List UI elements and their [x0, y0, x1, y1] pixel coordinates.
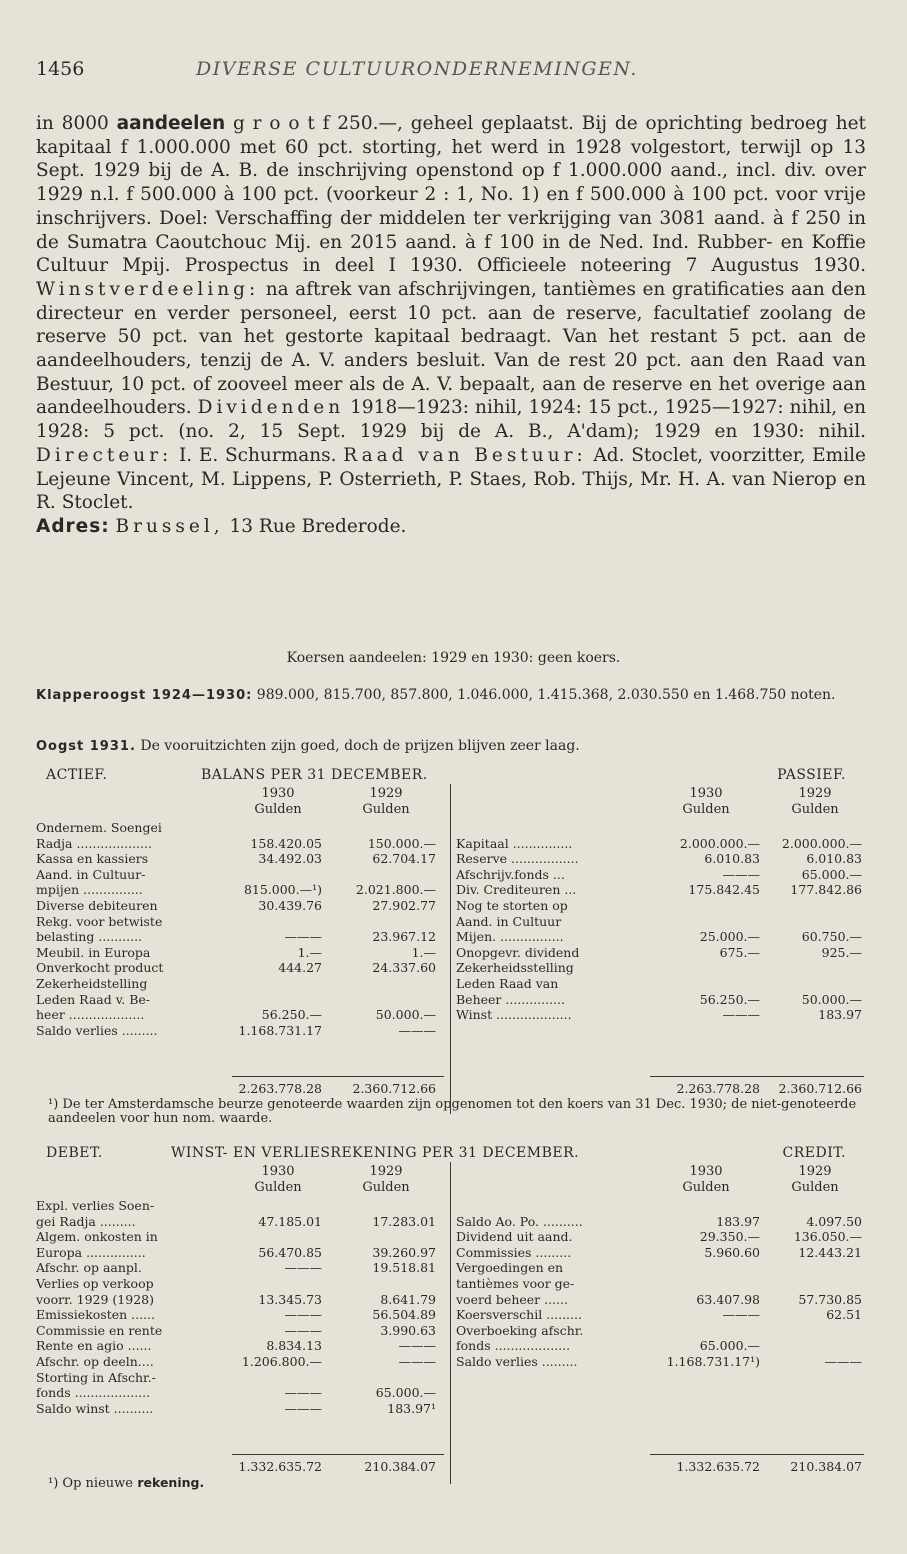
winst-title-row — [36, 1146, 866, 1164]
page-header — [36, 58, 867, 88]
row-value-1929: 65.000.— — [801, 866, 862, 882]
row-label: Kassa en kassiers — [36, 851, 149, 867]
row-value-1930: ——— — [722, 866, 760, 882]
text-run: g r o o t f 250.—, geheel geplaatst. Bij de oprichting bedroeg het kapitaal f 1.000.000 met 60 pct. storting, het werd in 1928 volgestort, terwijl op 13 Sept. 1929 bij de A. B. de inschrijving openstond op f 1.000.000 aand., incl. div. over 1929 n.l. f 500.000 à 100 pct. (voorkeur 2 : 1, No. 1) en f 500.000 à 100 pct. voor vrije inschrijvers. Doel: Verschaffing der middelen ter verkrijging van 3081 aand. à f 250 in de Sumatra Caoutchouc Mij. en 2015 aand. à f 100 in de Ned. Ind. Rubber- en Koffie Cultuur Mpij. Prospectus in deel I 1930. Officieele noteering 7 Augustus 1930. — [36, 113, 866, 277]
row-label: Onopgevr. dividend — [456, 944, 580, 960]
text-run: 1918—1923: nihil, 1924: 15 pct., 1925—1927: nihil, en 1928: 5 pct. (no. 2, 15 Sept. 1929 bij de A. B., A'dam); 1929 en 1930: nihil. — [36, 397, 866, 443]
year-header: 1929 — [369, 1164, 403, 1179]
row-value-1929: ——— — [398, 1353, 436, 1369]
actief-1929-values — [336, 820, 436, 1038]
address-label: Adres: — [36, 515, 110, 537]
unit-header: Gulden — [362, 1180, 410, 1195]
row-value-1929 — [336, 914, 436, 930]
credit-labels — [456, 1198, 656, 1370]
row-value-1930 — [234, 1229, 322, 1245]
total-value: 2.360.712.66 — [778, 1081, 862, 1096]
total-rule — [650, 1076, 864, 1077]
row-label: fonds ................... — [456, 1338, 571, 1354]
row-value-1930: 56.470.85 — [258, 1244, 322, 1260]
total-value: 210.384.07 — [790, 1459, 862, 1474]
balance-sheet — [36, 768, 866, 1138]
row-value-1929: 4.097.50 — [806, 1213, 862, 1229]
row-value-1930: 63.407.98 — [696, 1291, 760, 1307]
row-label: tantièmes voor ge- — [456, 1275, 575, 1291]
row-label: Algem. onkosten in — [36, 1229, 158, 1245]
row-label: Nog te storten op — [456, 897, 568, 913]
row-label: Expl. verlies Soen- — [36, 1198, 155, 1213]
row-value-1930: 183.97 — [716, 1213, 760, 1229]
row-value-1929: 50.000.— — [375, 1007, 436, 1023]
row-label: Saldo winst .......... — [36, 1400, 154, 1416]
balance-title-row — [36, 768, 866, 786]
row-value-1929 — [768, 1276, 862, 1292]
klapperoogst-line — [36, 687, 866, 704]
balance-title: BALANS PER 31 DECEMBER. — [201, 767, 428, 783]
row-label: Ondernem. Soengei — [36, 820, 162, 835]
year-header: 1929 — [369, 786, 403, 801]
row-value-1929: 2.000.000.— — [781, 835, 862, 851]
row-label: Afschrijv.fonds ... — [456, 866, 565, 882]
row-label: Europa ............... — [36, 1244, 146, 1260]
row-value-1930 — [234, 976, 322, 992]
row-value-1929: 1.— — [411, 944, 436, 960]
row-value-1929: 19.518.81 — [372, 1260, 436, 1276]
row-value-1929: 3.990.63 — [380, 1322, 436, 1338]
year-header: 1930 — [689, 1164, 723, 1179]
row-value-1930 — [652, 1276, 760, 1292]
row-value-1929: 136.050.— — [793, 1229, 862, 1245]
row-label: voorr. 1929 (1928) — [36, 1291, 154, 1307]
debet-1929-values — [336, 1198, 436, 1416]
row-value-1930: ——— — [284, 1385, 322, 1401]
row-label: Aand. in Cultuur- — [36, 866, 146, 882]
row-label: Overboeking afschr. — [456, 1322, 584, 1338]
total-value: 2.360.712.66 — [352, 1081, 436, 1096]
row-value-1929: ——— — [398, 1022, 436, 1038]
row-value-1930: 175.842.45 — [688, 882, 760, 898]
row-value-1929: 56.504.89 — [372, 1307, 436, 1323]
passief-1929-values — [768, 820, 862, 1023]
oogst-line — [36, 738, 866, 754]
row-value-1929 — [768, 960, 862, 976]
row-value-1930: ——— — [284, 929, 322, 945]
oogst-text: De vooruitzichten zijn goed, doch de prijzen blijven zeer laag. — [135, 738, 580, 754]
row-value-1930: 1.206.800.— — [241, 1353, 322, 1369]
row-label: Beheer ............... — [456, 991, 565, 1007]
total-rule — [650, 1454, 864, 1455]
credit-title: CREDIT. — [782, 1145, 846, 1161]
row-label: Zekerheidsstelling — [456, 960, 574, 976]
row-value-1930: 2.000.000.— — [679, 835, 760, 851]
row-value-1930 — [652, 1198, 760, 1214]
oogst-label: Oogst 1931. — [36, 739, 136, 754]
row-value-1929: 62.51 — [826, 1307, 862, 1323]
total-value: 2.263.778.28 — [676, 1081, 760, 1096]
row-value-1929: ——— — [398, 1338, 436, 1354]
row-value-1930: ——— — [284, 1400, 322, 1416]
total-rule — [232, 1076, 444, 1077]
row-value-1930: ——— — [284, 1260, 322, 1276]
row-label: Vergoedingen en — [456, 1260, 564, 1276]
balance-footnote: ¹) De ter Amsterdamsche beurze genoteerde waarden zijn opgenomen tot den koers van 31 Dec. 1930; de niet-genoteerde aandeelen voor hun nom. waarde. — [48, 1097, 857, 1126]
row-label: Winst ................... — [456, 1007, 572, 1023]
unit-header: Gulden — [254, 802, 302, 817]
row-label: Koersverschil ......... — [456, 1307, 582, 1323]
row-value-1929: 39.260.97 — [372, 1244, 436, 1260]
total-value: 2.263.778.28 — [238, 1081, 322, 1096]
row-value-1930: 1.168.731.17¹) — [666, 1353, 760, 1369]
row-value-1929: 2.021.800.— — [355, 882, 436, 898]
row-value-1930: 6.010.83 — [704, 851, 760, 867]
row-value-1930: 25.000.— — [699, 929, 760, 945]
passief-labels — [456, 820, 656, 1023]
row-value-1929: 17.283.01 — [372, 1213, 436, 1229]
row-value-1930 — [652, 914, 760, 930]
row-label: Emissiekosten ...... — [36, 1307, 156, 1323]
row-value-1930 — [234, 1276, 322, 1292]
total-rule — [232, 1454, 444, 1455]
row-value-1929: 27.902.77 — [372, 897, 436, 913]
main-paragraph — [36, 112, 866, 515]
row-value-1930: 47.185.01 — [258, 1213, 322, 1229]
row-value-1930: 5.960.60 — [704, 1244, 760, 1260]
bold-term: aandeelen — [116, 113, 226, 134]
row-label: Rente en agio ...... — [36, 1338, 152, 1354]
row-value-1929 — [768, 1260, 862, 1276]
row-label: Saldo verlies ......... — [456, 1353, 578, 1369]
row-label: Commissies ......... — [456, 1244, 572, 1260]
row-value-1929: 60.750.— — [801, 929, 862, 945]
row-label: Div. Crediteuren ... — [456, 882, 577, 898]
year-header: 1930 — [689, 786, 723, 801]
row-label: Diverse debiteuren — [36, 897, 158, 913]
passief-title: PASSIEF. — [777, 767, 846, 783]
row-value-1930 — [652, 960, 760, 976]
row-value-1929 — [768, 1323, 862, 1339]
row-label: Meubil. in Europa — [36, 944, 151, 960]
row-label: Kapitaal ............... — [456, 835, 573, 851]
row-value-1929: 23.967.12 — [372, 929, 436, 945]
row-value-1930 — [234, 867, 322, 883]
row-value-1930: ——— — [284, 1322, 322, 1338]
row-value-1930: 675.— — [719, 944, 760, 960]
klapperoogst-text: 989.000, 815.700, 857.800, 1.046.000, 1.415.368, 2.030.550 en 1.468.750 noten. — [252, 687, 836, 703]
koersen-line: Koersen aandeelen: 1929 en 1930: geen koers. — [286, 650, 621, 666]
row-value-1930: 815.000.—¹) — [243, 882, 322, 898]
actief-title: ACTIEF. — [46, 767, 108, 783]
row-label: Aand. in Cultuur — [456, 913, 562, 929]
row-value-1929 — [336, 1370, 436, 1386]
total-value: 210.384.07 — [364, 1459, 436, 1474]
row-value-1930: 56.250.— — [261, 1007, 322, 1023]
row-label: Onverkocht product — [36, 960, 164, 976]
debet-labels — [36, 1198, 232, 1416]
balance-column-headers — [36, 786, 866, 820]
row-label: Rekg. voor betwiste — [36, 913, 163, 929]
profit-loss-account — [36, 1146, 866, 1496]
row-label: Saldo Ao. Po. .......... — [456, 1213, 583, 1229]
spaced-term: Winstverdeeling: — [36, 278, 260, 300]
debet-title: DEBET. — [46, 1145, 103, 1161]
row-label: Commissie en rente — [36, 1322, 163, 1338]
spaced-term: Directeur: — [36, 444, 173, 466]
unit-header: Gulden — [682, 1180, 730, 1195]
row-value-1929: 62.704.17 — [372, 851, 436, 867]
year-header: 1930 — [261, 1164, 295, 1179]
footnote-mark: ¹) — [48, 1476, 59, 1491]
row-label: Afschr. op aanpl. — [36, 1260, 142, 1276]
unit-header: Gulden — [791, 802, 839, 817]
row-value-1930: 13.345.73 — [258, 1291, 322, 1307]
row-value-1929 — [336, 1229, 436, 1245]
row-label: heer ................... — [36, 1007, 145, 1023]
row-value-1929 — [336, 976, 436, 992]
row-value-1930 — [652, 898, 760, 914]
row-value-1929: 57.730.85 — [798, 1291, 862, 1307]
credit-1930-values — [652, 1198, 760, 1370]
row-value-1929: 177.842.86 — [790, 882, 862, 898]
row-value-1930 — [234, 992, 322, 1008]
row-value-1929 — [768, 914, 862, 930]
row-value-1929 — [336, 820, 436, 836]
row-value-1930: 8.834.13 — [266, 1338, 322, 1354]
actief-1930-values — [234, 820, 322, 1038]
row-value-1929 — [768, 1198, 862, 1214]
row-value-1930: 158.420.05 — [250, 835, 322, 851]
row-value-1929: 925.— — [821, 944, 862, 960]
row-label: Storting in Afschr.- — [36, 1369, 156, 1385]
row-label: Leden Raad v. Be- — [36, 991, 151, 1007]
row-value-1929: 12.443.21 — [798, 1244, 862, 1260]
row-value-1929 — [768, 898, 862, 914]
row-label: voerd beheer ...... — [456, 1291, 568, 1307]
balance-totals — [36, 1081, 866, 1097]
unit-header: Gulden — [791, 1180, 839, 1195]
row-value-1929: 8.641.79 — [380, 1291, 436, 1307]
body-text — [36, 112, 866, 539]
row-value-1930 — [652, 976, 760, 992]
spaced-term: Raad van Bestuur: — [343, 444, 587, 466]
row-value-1930: 30.439.76 — [258, 897, 322, 913]
row-label: Leden Raad van — [456, 975, 559, 991]
address-street: 13 Rue Brederode. — [223, 515, 407, 537]
total-value: 1.332.635.72 — [676, 1459, 760, 1474]
row-label — [456, 1198, 656, 1214]
year-header: 1929 — [798, 786, 832, 801]
row-value-1930: 444.27 — [278, 960, 322, 976]
address-city: Brussel, — [115, 515, 224, 537]
winst-totals — [36, 1459, 866, 1475]
row-value-1929: 183.97¹ — [387, 1400, 436, 1416]
row-value-1930: 1.— — [297, 944, 322, 960]
row-label: belasting ........... — [36, 929, 143, 945]
row-value-1930 — [652, 820, 760, 836]
row-value-1929: 65.000.— — [375, 1385, 436, 1401]
balance-divider — [450, 784, 451, 1114]
year-header: 1929 — [798, 1164, 832, 1179]
spaced-term: Dividenden — [197, 397, 345, 419]
row-value-1929: ——— — [824, 1353, 862, 1369]
row-value-1930: ——— — [284, 1307, 322, 1323]
actief-labels — [36, 820, 232, 1038]
unit-header: Gulden — [254, 1180, 302, 1195]
row-value-1929 — [768, 1338, 862, 1354]
credit-1929-values — [768, 1198, 862, 1370]
row-value-1929: 150.000.— — [367, 835, 436, 851]
row-value-1929: 24.337.60 — [372, 960, 436, 976]
row-value-1930 — [234, 914, 322, 930]
row-value-1930 — [234, 820, 322, 836]
row-value-1930 — [234, 1198, 322, 1214]
row-value-1929: 50.000.— — [801, 991, 862, 1007]
winst-footnote — [48, 1476, 868, 1491]
row-label: Reserve ................. — [456, 851, 579, 867]
text-run: I. E. Schurmans. — [172, 444, 344, 466]
passief-1930-values — [652, 820, 760, 1023]
row-label: Saldo verlies ......... — [36, 1022, 158, 1038]
running-title: DIVERSE CULTUURONDERNEMINGEN. — [196, 58, 638, 80]
row-value-1930 — [652, 1260, 760, 1276]
year-header: 1930 — [261, 786, 295, 801]
winst-divider — [450, 1162, 451, 1484]
row-label: Mijen. ................ — [456, 929, 564, 945]
row-value-1929 — [336, 1276, 436, 1292]
debet-1930-values — [234, 1198, 322, 1416]
row-label: Afschr. op deeln.... — [36, 1353, 154, 1369]
row-value-1930: 1.168.731.17 — [238, 1022, 322, 1038]
unit-header: Gulden — [362, 802, 410, 817]
row-value-1929 — [336, 867, 436, 883]
row-label: mpijen ............... — [36, 882, 143, 898]
row-value-1929 — [336, 992, 436, 1008]
row-label: fonds ................... — [36, 1385, 151, 1401]
row-label: Verlies op verkoop — [36, 1275, 154, 1291]
winst-title: WINST- EN VERLIESREKENING PER 31 DECEMBER. — [171, 1145, 580, 1161]
row-value-1930 — [234, 1370, 322, 1386]
klapperoogst-label: Klapperoogst 1924—1930: — [36, 688, 253, 703]
row-label: Dividend uit aand. — [456, 1229, 573, 1245]
row-value-1929 — [768, 820, 862, 836]
row-value-1930: 56.250.— — [699, 991, 760, 1007]
row-value-1929 — [336, 1198, 436, 1214]
row-label: gei Radja ......... — [36, 1213, 136, 1229]
footnote-text: Op nieuwe — [58, 1476, 133, 1491]
winst-column-headers — [36, 1164, 866, 1198]
row-value-1929: 183.97 — [818, 1007, 862, 1023]
row-value-1929 — [768, 976, 862, 992]
row-value-1930: ——— — [722, 1007, 760, 1023]
row-label: Zekerheidstelling — [36, 975, 148, 991]
row-value-1930: ——— — [722, 1307, 760, 1323]
row-label — [456, 820, 656, 836]
row-value-1930: 34.492.03 — [258, 851, 322, 867]
footnote-bold: rekening. — [132, 1475, 205, 1490]
total-value: 1.332.635.72 — [238, 1459, 322, 1474]
row-label: Radja ................... — [36, 835, 152, 851]
row-value-1930: 65.000.— — [699, 1338, 760, 1354]
row-value-1929: 6.010.83 — [806, 851, 862, 867]
address-line — [36, 515, 866, 539]
text-run: Ad. Stoclet, voorzitter, Emile Lejeune Vincent, M. Lippens, P. Osterrieth, P. Staes, Rob. Thijs, Mr. H. A. van Nierop en R. Stoclet. — [36, 444, 866, 514]
text-run: in 8000 — [36, 113, 117, 134]
unit-header: Gulden — [682, 802, 730, 817]
row-value-1930: 29.350.— — [699, 1229, 760, 1245]
text-run: na aftrek van afschrijvingen, tantièmes en gratificaties aan den directeur en verder personeel, eerst 10 pct. aan de reserve, facultatief zoolang de reserve 50 pct. van het gestorte kapitaal bedraagt. Van het restant 5 pct. aan de aandeelhouders, tenzij de A. V. anders besluit. Van de rest 20 pct. aan den Raad van Bestuur, 10 pct. of zooveel meer als de A. V. bepaalt, aan de reserve en het overige aan aandeelhouders. — [36, 278, 866, 419]
row-value-1930 — [652, 1323, 760, 1339]
page-number: 1456 — [36, 58, 85, 80]
